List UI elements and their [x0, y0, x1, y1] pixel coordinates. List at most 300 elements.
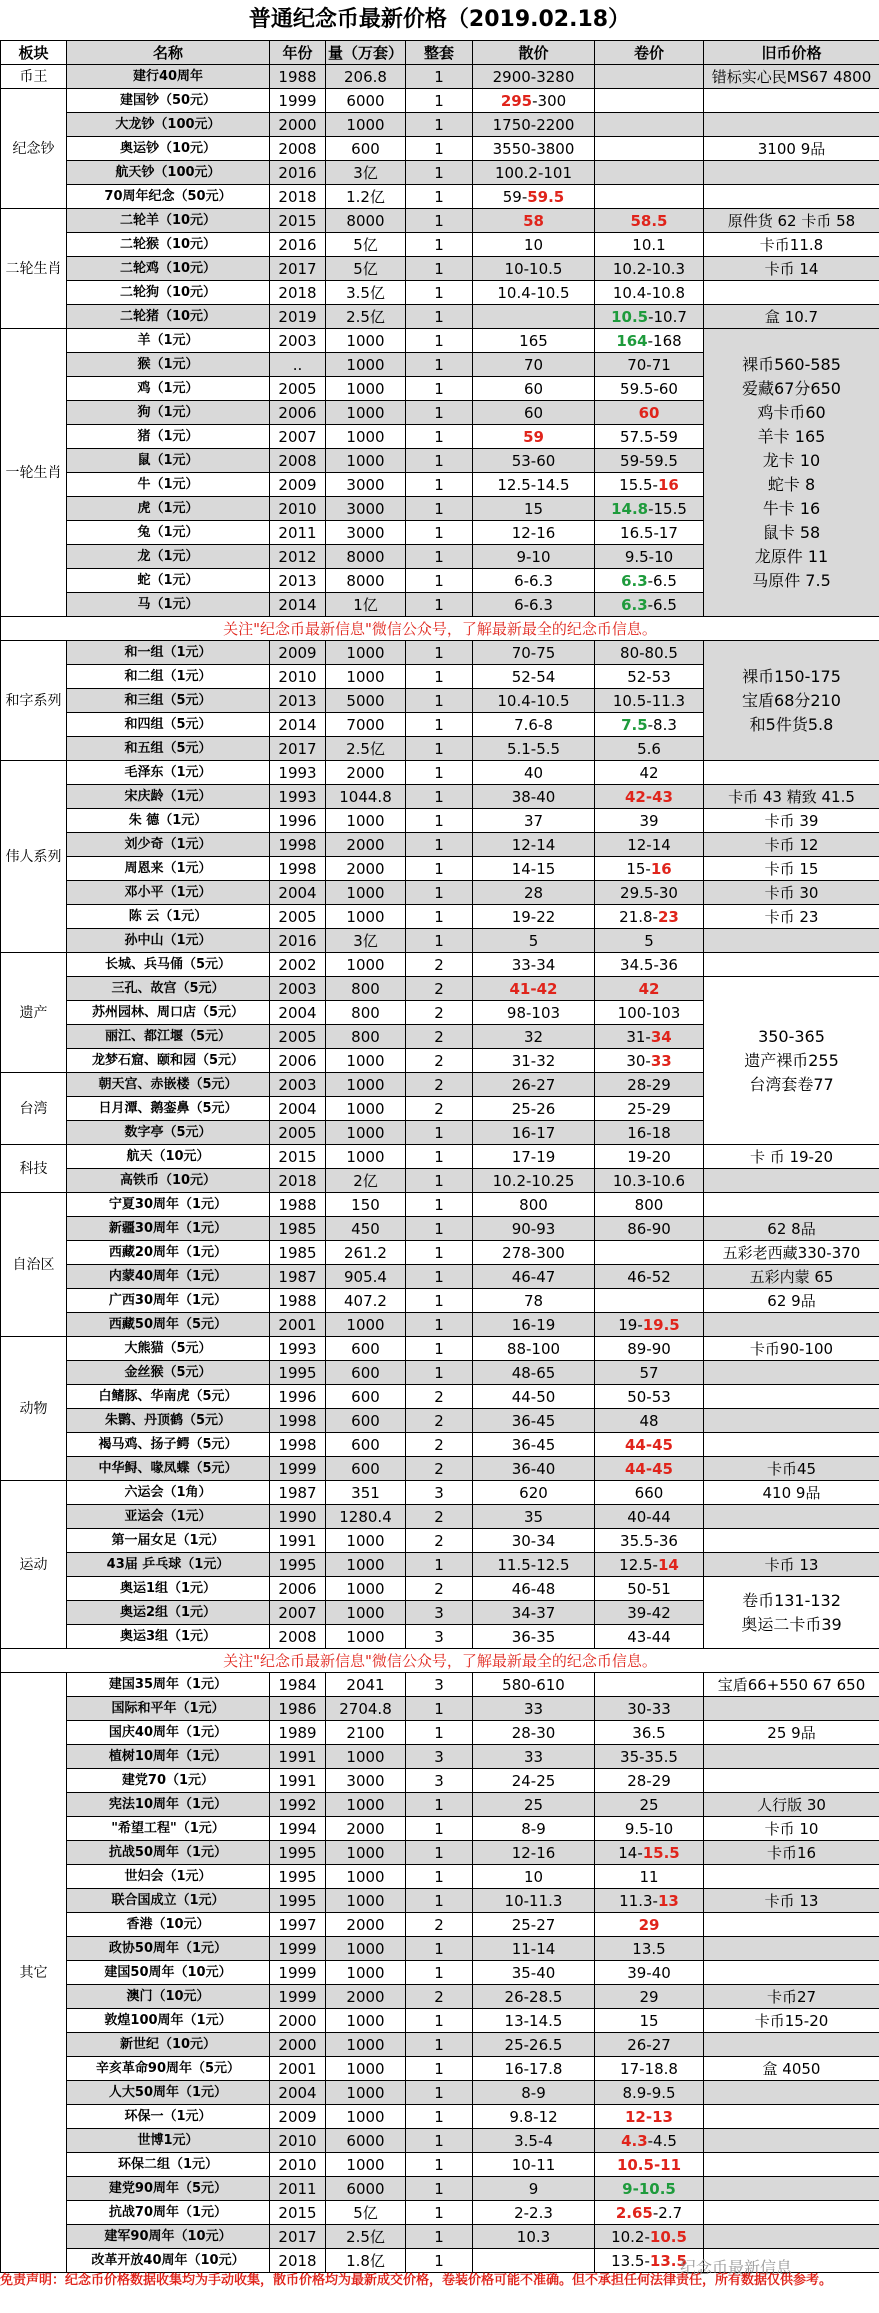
header-name: 名称 — [67, 41, 270, 65]
table-row — [1, 1697, 879, 1721]
highlight-down: 10.5 — [611, 307, 649, 326]
coin-year: 2014 — [270, 593, 326, 617]
coin-name: 建国钞（50元） — [67, 89, 270, 113]
old-price — [704, 1169, 879, 1193]
coin-set: 2 — [406, 1049, 473, 1073]
coin-name: 蛇（1元） — [67, 569, 270, 593]
loose-price: 44-50 — [473, 1385, 595, 1409]
old-price: 62 9品 — [704, 1289, 879, 1313]
highlight-up: 59.5 — [527, 187, 565, 206]
loose-price: 15 — [473, 497, 595, 521]
coin-name: 大熊猫（5元） — [67, 1337, 270, 1361]
coin-qty: 1000 — [326, 1961, 406, 1985]
board-label: 一轮生肖 — [1, 329, 67, 617]
board-label: 其它 — [1, 1673, 67, 2273]
coin-name: 建党90周年（5元） — [67, 2177, 270, 2201]
coin-name: 世博1元） — [67, 2129, 270, 2153]
coin-name: 联合国成立（1元） — [67, 1889, 270, 1913]
old-price — [704, 281, 879, 305]
coin-qty: 8000 — [326, 569, 406, 593]
coin-set: 3 — [406, 1745, 473, 1769]
roll-price: 43-44 — [595, 1625, 704, 1649]
old-price — [704, 2201, 879, 2225]
coin-name: 高铁币（10元） — [67, 1169, 270, 1193]
coin-set: 2 — [406, 977, 473, 1001]
coin-year: 2013 — [270, 569, 326, 593]
coin-qty: 1000 — [326, 353, 406, 377]
coin-name: 和五组（5元） — [67, 737, 270, 761]
coin-set: 1 — [406, 1313, 473, 1337]
old-price: 宝盾66+550 67 650 — [704, 1673, 879, 1697]
roll-price: 10.2-10.3 — [595, 257, 704, 281]
coin-year: 2014 — [270, 713, 326, 737]
table-row — [1, 1409, 879, 1433]
loose-price: 24-25 — [473, 1769, 595, 1793]
coin-qty: 800 — [326, 977, 406, 1001]
coin-qty: 261.2 — [326, 1241, 406, 1265]
coin-year: 2015 — [270, 1145, 326, 1169]
loose-price: 35-40 — [473, 1961, 595, 1985]
coin-year: 1998 — [270, 833, 326, 857]
old-price: 卡币 14 — [704, 257, 879, 281]
table-row — [1, 1745, 879, 1769]
highlight-down: 7.5 — [621, 715, 648, 734]
table-row — [1, 1889, 879, 1913]
table-row — [1, 2057, 879, 2081]
coin-qty: 5亿 — [326, 2201, 406, 2225]
coin-qty: 1000 — [326, 2057, 406, 2081]
roll-price: 16.5-17 — [595, 521, 704, 545]
coin-qty: 7000 — [326, 713, 406, 737]
old-price — [704, 2129, 879, 2153]
coin-name: 奥运1组（1元） — [67, 1577, 270, 1601]
roll-price: 52-53 — [595, 665, 704, 689]
old-price: 410 9品 — [704, 1481, 879, 1505]
coin-qty: 206.8 — [326, 65, 406, 89]
board-label: 伟人系列 — [1, 761, 67, 953]
old-price: 卡币 12 — [704, 833, 879, 857]
roll-price: 9.5-10 — [595, 545, 704, 569]
table-row — [1, 329, 879, 353]
coin-qty: 3.5亿 — [326, 281, 406, 305]
coin-year: 2017 — [270, 257, 326, 281]
coin-year: 2009 — [270, 473, 326, 497]
roll-price: 660 — [595, 1481, 704, 1505]
coin-set: 1 — [406, 2057, 473, 2081]
coin-name: 和三组（5元） — [67, 689, 270, 713]
coin-set: 2 — [406, 1385, 473, 1409]
coin-qty: 3000 — [326, 473, 406, 497]
loose-price: 52-54 — [473, 665, 595, 689]
old-price — [704, 1745, 879, 1769]
coin-set: 1 — [406, 1241, 473, 1265]
coin-qty: 2100 — [326, 1721, 406, 1745]
loose-price: 37 — [473, 809, 595, 833]
coin-qty: 1000 — [326, 329, 406, 353]
coin-qty: 1000 — [326, 881, 406, 905]
header-qty: 量（万套） — [326, 41, 406, 65]
coin-name: 建国35周年（1元） — [67, 1673, 270, 1697]
coin-qty: 600 — [326, 1337, 406, 1361]
table-row — [1, 1673, 879, 1697]
coin-qty: 3000 — [326, 1769, 406, 1793]
coin-name: 西藏50周年（5元） — [67, 1313, 270, 1337]
coin-set: 1 — [406, 1721, 473, 1745]
loose-price: 32 — [473, 1025, 595, 1049]
coin-year: 1998 — [270, 857, 326, 881]
old-price: 裸币150-175 宝盾68分210 和5件货5.8 — [704, 641, 879, 761]
coin-year: 2004 — [270, 881, 326, 905]
coin-qty: 600 — [326, 1385, 406, 1409]
board-label: 和字系列 — [1, 641, 67, 761]
coin-year: 2016 — [270, 929, 326, 953]
roll-price: 12-14 — [595, 833, 704, 857]
coin-name: 国庆40周年（1元） — [67, 1721, 270, 1745]
table-row — [1, 257, 879, 281]
roll-price — [595, 113, 704, 137]
coin-set: 1 — [406, 137, 473, 161]
roll-price: 100-103 — [595, 1001, 704, 1025]
loose-price: 26-28.5 — [473, 1985, 595, 2009]
highlight-up: 14 — [657, 1555, 679, 1574]
coin-name: 世妇会（1元） — [67, 1865, 270, 1889]
roll-price: 10.5-10.7 — [595, 305, 704, 329]
board-label: 二轮生肖 — [1, 209, 67, 329]
coin-year: 2004 — [270, 1001, 326, 1025]
loose-price: 59-59.5 — [473, 185, 595, 209]
highlight-up: 44-45 — [625, 1435, 673, 1454]
coin-qty: 3000 — [326, 497, 406, 521]
coin-year: 1999 — [270, 1457, 326, 1481]
coin-name: 内蒙40周年（1元） — [67, 1265, 270, 1289]
loose-price: 13-14.5 — [473, 2009, 595, 2033]
coin-qty: 2.5亿 — [326, 2225, 406, 2249]
coin-name: 建国50周年（10元） — [67, 1961, 270, 1985]
roll-price — [595, 65, 704, 89]
roll-price: 8.9-9.5 — [595, 2081, 704, 2105]
roll-price: 57.5-59 — [595, 425, 704, 449]
roll-price: 36.5 — [595, 1721, 704, 1745]
roll-price: 164-168 — [595, 329, 704, 353]
coin-year: 2006 — [270, 1049, 326, 1073]
table-row — [1, 1265, 879, 1289]
coin-year: 2000 — [270, 2033, 326, 2057]
roll-price: 31-34 — [595, 1025, 704, 1049]
coin-name: 西藏20周年（1元） — [67, 1241, 270, 1265]
highlight-up: 13 — [657, 1891, 679, 1910]
old-price: 五彩老西藏330-370 — [704, 1241, 879, 1265]
coin-qty: 2亿 — [326, 1169, 406, 1193]
coin-qty: 600 — [326, 137, 406, 161]
coin-set: 1 — [406, 1937, 473, 1961]
coin-name: 改革开放40周年（10元） — [67, 2249, 270, 2273]
coin-name: 丽江、都江堰（5元） — [67, 1025, 270, 1049]
coin-year: 2011 — [270, 521, 326, 545]
roll-price: 15-16 — [595, 857, 704, 881]
table-row — [1, 2129, 879, 2153]
loose-price: 9.8-12 — [473, 2105, 595, 2129]
coin-qty: 1000 — [326, 1841, 406, 1865]
old-price: 卡 币 19-20 — [704, 1145, 879, 1169]
coin-set: 2 — [406, 1025, 473, 1049]
coin-set: 1 — [406, 2225, 473, 2249]
loose-price: 10-10.5 — [473, 257, 595, 281]
old-price: 卡币16 — [704, 1841, 879, 1865]
old-price — [704, 1529, 879, 1553]
coin-name: 建党70（1元） — [67, 1769, 270, 1793]
coin-qty: 5000 — [326, 689, 406, 713]
roll-price: 14-15.5 — [595, 1841, 704, 1865]
table-row — [1, 785, 879, 809]
old-price — [704, 2033, 879, 2057]
coin-set: 1 — [406, 641, 473, 665]
old-price — [704, 1865, 879, 1889]
coin-set: 1 — [406, 1289, 473, 1313]
coin-qty: 2.5亿 — [326, 305, 406, 329]
old-price — [704, 929, 879, 953]
coin-set: 1 — [406, 593, 473, 617]
coin-year: 1984 — [270, 1673, 326, 1697]
loose-price: 10.3 — [473, 2225, 595, 2249]
coin-name: 二轮猴（10元） — [67, 233, 270, 257]
coin-set: 1 — [406, 905, 473, 929]
coin-year: 2013 — [270, 689, 326, 713]
coin-name: 猴（1元） — [67, 353, 270, 377]
loose-price: 16-19 — [473, 1313, 595, 1337]
coin-set: 1 — [406, 1361, 473, 1385]
highlight-up: 23 — [657, 907, 679, 926]
coin-year: 2016 — [270, 161, 326, 185]
board-label: 台湾 — [1, 1073, 67, 1145]
coin-set: 3 — [406, 1769, 473, 1793]
old-price — [704, 1193, 879, 1217]
coin-qty: 2000 — [326, 833, 406, 857]
table-row — [1, 1529, 879, 1553]
coin-set: 1 — [406, 449, 473, 473]
coin-name: 朱 德（1元） — [67, 809, 270, 833]
highlight-down: 9-10.5 — [622, 2179, 676, 2198]
roll-price: 26-27 — [595, 2033, 704, 2057]
old-price — [704, 89, 879, 113]
roll-price: 16-18 — [595, 1121, 704, 1145]
coin-year: 2003 — [270, 1073, 326, 1097]
loose-price: 6-6.3 — [473, 569, 595, 593]
coin-year: 2006 — [270, 401, 326, 425]
coin-year: 2010 — [270, 497, 326, 521]
old-price: 盒 10.7 — [704, 305, 879, 329]
loose-price: 165 — [473, 329, 595, 353]
price-table — [0, 40, 879, 2273]
coin-set: 1 — [406, 1841, 473, 1865]
old-price: 25 9品 — [704, 1721, 879, 1745]
header-set: 整套 — [406, 41, 473, 65]
loose-price: 36-35 — [473, 1625, 595, 1649]
coin-qty: 2000 — [326, 1913, 406, 1937]
coin-qty: 600 — [326, 1409, 406, 1433]
loose-price: 11.5-12.5 — [473, 1553, 595, 1577]
loose-price: 88-100 — [473, 1337, 595, 1361]
loose-price: 30-34 — [473, 1529, 595, 1553]
loose-price: 1750-2200 — [473, 113, 595, 137]
loose-price: 46-48 — [473, 1577, 595, 1601]
coin-set: 3 — [406, 1673, 473, 1697]
loose-price: 800 — [473, 1193, 595, 1217]
loose-price: 46-47 — [473, 1265, 595, 1289]
coin-year: 1987 — [270, 1265, 326, 1289]
highlight-up: 60 — [638, 403, 660, 422]
loose-price: 33 — [473, 1697, 595, 1721]
table-row — [1, 1769, 879, 1793]
old-price: 盒 4050 — [704, 2057, 879, 2081]
coin-year: 1993 — [270, 761, 326, 785]
coin-set: 1 — [406, 881, 473, 905]
coin-year: 2016 — [270, 233, 326, 257]
coin-set: 1 — [406, 2081, 473, 2105]
coin-set: 1 — [406, 497, 473, 521]
coin-set: 1 — [406, 2201, 473, 2225]
coin-qty: 905.4 — [326, 1265, 406, 1289]
highlight-up: 29 — [638, 1915, 660, 1934]
loose-price: 60 — [473, 377, 595, 401]
old-price: 卡币 10 — [704, 1817, 879, 1841]
table-row — [1, 1169, 879, 1193]
coin-year: 1991 — [270, 1745, 326, 1769]
coin-set: 1 — [406, 1265, 473, 1289]
coin-name: 航天（10元） — [67, 1145, 270, 1169]
roll-price — [595, 1673, 704, 1697]
coin-set: 1 — [406, 785, 473, 809]
loose-price: 10.4-10.5 — [473, 689, 595, 713]
coin-year: 2018 — [270, 281, 326, 305]
loose-price: 3.5-4 — [473, 2129, 595, 2153]
table-row — [1, 881, 879, 905]
coin-set: 2 — [406, 1097, 473, 1121]
loose-price: 19-22 — [473, 905, 595, 929]
roll-price: 29.5-30 — [595, 881, 704, 905]
table-row — [1, 2081, 879, 2105]
coin-set: 1 — [406, 833, 473, 857]
coin-name: 牛（1元） — [67, 473, 270, 497]
coin-qty: 6000 — [326, 2129, 406, 2153]
coin-name: 建行40周年 — [67, 65, 270, 89]
coin-qty: 600 — [326, 1361, 406, 1385]
coin-qty: 1000 — [326, 905, 406, 929]
coin-name: 毛泽东（1元） — [67, 761, 270, 785]
coin-qty: 1000 — [326, 2081, 406, 2105]
roll-price: 80-80.5 — [595, 641, 704, 665]
coin-qty: 1000 — [326, 113, 406, 137]
table-row — [1, 1721, 879, 1745]
coin-name: 日月潭、鹅銮鼻（5元） — [67, 1097, 270, 1121]
roll-price: 10.2-10.5 — [595, 2225, 704, 2249]
table-row — [1, 305, 879, 329]
coin-name: 二轮猪（10元） — [67, 305, 270, 329]
coin-qty: 800 — [326, 1025, 406, 1049]
roll-price: 7.5-8.3 — [595, 713, 704, 737]
coin-year: 2019 — [270, 305, 326, 329]
loose-price: 10 — [473, 1865, 595, 1889]
table-row — [1, 2225, 879, 2249]
roll-price: 40-44 — [595, 1505, 704, 1529]
highlight-up: 33 — [650, 1051, 672, 1070]
coin-name: 龙（1元） — [67, 545, 270, 569]
board-label: 运动 — [1, 1481, 67, 1649]
loose-price: 25 — [473, 1793, 595, 1817]
coin-qty: 3000 — [326, 521, 406, 545]
coin-year: 2017 — [270, 2225, 326, 2249]
roll-price: 25 — [595, 1793, 704, 1817]
table-row — [1, 89, 879, 113]
coin-year: 1986 — [270, 1697, 326, 1721]
coin-name: 抗战50周年（1元） — [67, 1841, 270, 1865]
loose-price: 5.1-5.5 — [473, 737, 595, 761]
coin-set: 1 — [406, 1193, 473, 1217]
highlight-up: 19.5 — [642, 1315, 680, 1334]
coin-name: 奥运2组（1元） — [67, 1601, 270, 1625]
loose-price: 10 — [473, 233, 595, 257]
coin-qty: 5亿 — [326, 257, 406, 281]
table-row — [1, 1553, 879, 1577]
roll-price: 70-71 — [595, 353, 704, 377]
table-row — [1, 1817, 879, 1841]
coin-qty: 1280.4 — [326, 1505, 406, 1529]
watermark: 纪念币最新信息 — [680, 2258, 793, 2277]
coin-name: 澳门（10元） — [67, 1985, 270, 2009]
coin-qty: 5亿 — [326, 233, 406, 257]
old-price: 卡币90-100 — [704, 1337, 879, 1361]
roll-price: 17-18.8 — [595, 2057, 704, 2081]
coin-name: 白鳍豚、华南虎（5元） — [67, 1385, 270, 1409]
roll-price: 11 — [595, 1865, 704, 1889]
coin-set: 1 — [406, 161, 473, 185]
coin-year: 2002 — [270, 953, 326, 977]
coin-set: 1 — [406, 329, 473, 353]
old-price: 3100 9品 — [704, 137, 879, 161]
coin-year: 2015 — [270, 2201, 326, 2225]
roll-price — [595, 785, 704, 809]
coin-year: 2010 — [270, 665, 326, 689]
loose-price: 70 — [473, 353, 595, 377]
old-price: 卡币27 — [704, 1985, 879, 2009]
old-price: 卡币45 — [704, 1457, 879, 1481]
loose-price: 6-6.3 — [473, 593, 595, 617]
coin-qty: 1000 — [326, 809, 406, 833]
roll-price: 48 — [595, 1409, 704, 1433]
loose-price: 36-40 — [473, 1457, 595, 1481]
old-price — [704, 953, 879, 977]
coin-qty: 2000 — [326, 1817, 406, 1841]
coin-year: 2018 — [270, 1169, 326, 1193]
coin-name: 六运会（1角） — [67, 1481, 270, 1505]
coin-set: 2 — [406, 1433, 473, 1457]
loose-price — [473, 209, 595, 233]
old-price: 五彩内蒙 65 — [704, 1265, 879, 1289]
roll-price: 13.5 — [595, 1937, 704, 1961]
highlight-up: 295 — [500, 91, 533, 110]
coin-set: 1 — [406, 713, 473, 737]
coin-qty: 1044.8 — [326, 785, 406, 809]
table-row — [1, 1289, 879, 1313]
loose-price: 2900-3280 — [473, 65, 595, 89]
roll-price: 12.5-14 — [595, 1553, 704, 1577]
coin-set: 1 — [406, 2033, 473, 2057]
coin-year: 1993 — [270, 785, 326, 809]
coin-qty: 1000 — [326, 1625, 406, 1649]
coin-set: 3 — [406, 1625, 473, 1649]
loose-price: 38-40 — [473, 785, 595, 809]
coin-name: 和二组（1元） — [67, 665, 270, 689]
board-label: 动物 — [1, 1337, 67, 1481]
